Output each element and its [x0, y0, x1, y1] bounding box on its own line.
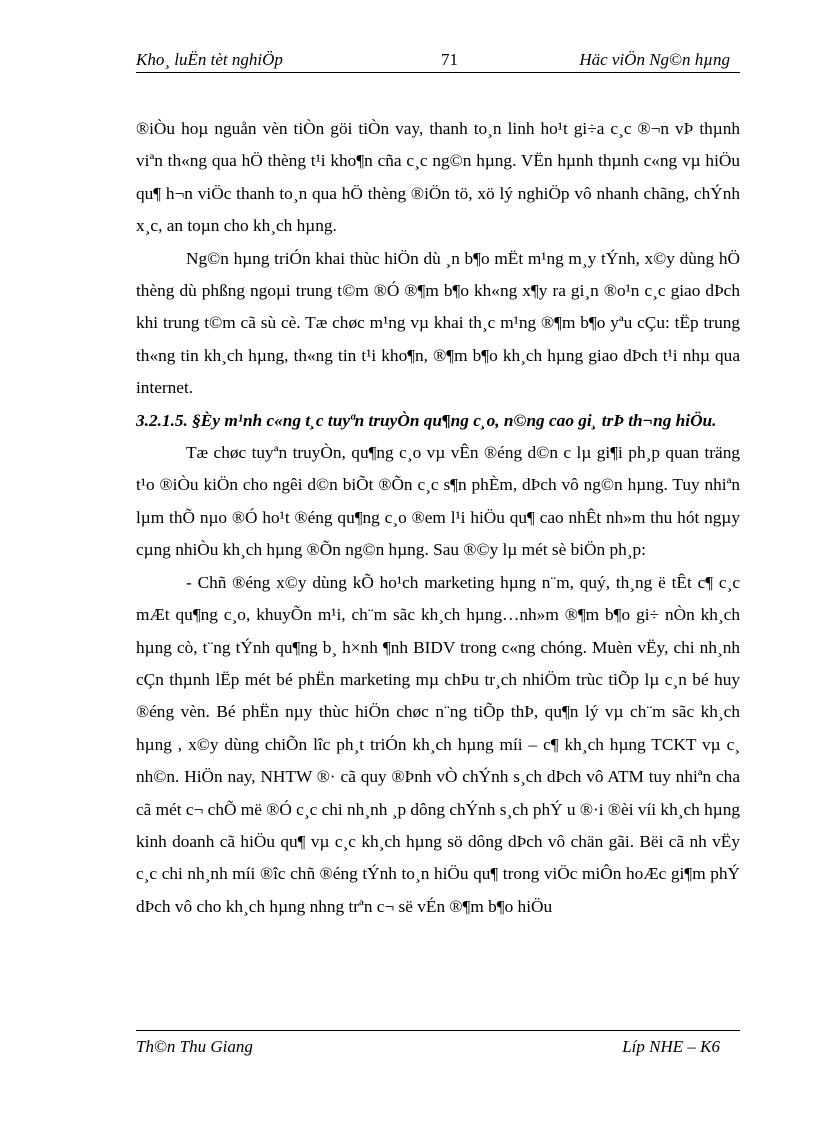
paragraph-3: Tæ chøc tuyªn truyÒn, qu¶ng c¸o vµ vÊn ®éng d©n c lµ gi¶i ph¸p quan träng t¹o ®iÒu kiÖn cho ngêi d©n biÕt ®Õn c¸c s¶n phÈm, dÞch vô ng©n hµng. Tuy nhiªn lµm thÕ nµo ®Ó ho¹t ®éng qu¶ng c¸o ®em l¹i hiÖu qu¶ cao nhÊt nh»m thu hót ngµy cµng nhiÒu kh¸ch hµng ®Õn ng©n hµng. Sau ®©y lµ mét sè biÖn ph¸p: [136, 443, 740, 560]
footer-class: Líp NHE – K6 [622, 1037, 720, 1056]
paragraph-2: Ng©n hµng triÓn khai thùc hiÖn dù ¸n b¶o mËt m¹ng m¸y tÝnh, x©y dùng hÖ thèng dù phßng ngoµi trung t©m ®Ó ®¶m b¶o kh«ng x¶y ra gi¸n ®o¹n c¸c giao dÞch khi trung t©m cã sù cè. Tæ chøc m¹ng vµ khai th¸c m¹ng ®¶m b¶o yªu cÇu: tËp trung th«ng tin kh¸ch hµng, th«ng tin t¹i kho¶n, ®¶m b¶o kh¸ch hµng giao dÞch t¹i nhµ qua internet. [136, 248, 740, 398]
section-heading: 3.2.1.5. §Èy m¹nh c«ng t¸c tuyªn truyÒn qu¶ng c¸o, n©ng cao gi¸ trÞ th¬ng hiÖu. [136, 410, 717, 430]
page-header [136, 50, 740, 73]
footer-author: Th©n Thu Giang [136, 1037, 253, 1056]
paragraph-1: ®iÒu hoµ nguån vèn tiÒn göi tiÒn vay, thanh to¸n linh ho¹t gi÷a c¸c ®¬n vÞ thµnh viªn th«ng qua hÖ thèng t¹i kho¶n cña c¸c ng©n hµng. VËn hµnh thµnh c«ng vµ hiÖu qu¶ h¬n viÖc thanh to¸n qua hÖ thèng ®iÖn tö, xö lý nghiÖp vô nhanh chãng, chÝnh x¸c, an toµn cho kh¸ch hµng. [136, 119, 740, 236]
page-footer [136, 1030, 740, 1055]
page-body [136, 113, 740, 923]
header-page-number: 71 [441, 50, 458, 69]
header-institution: Häc viÖn Ng©n hµng [579, 50, 730, 69]
header-thesis-label: Kho¸ luËn tèt nghiÖp [136, 50, 283, 69]
paragraph-4: - Chñ ®éng x©y dùng kÕ ho¹ch marketing hµng n¨m, quý, th¸ng ë tÊt c¶ c¸c mÆt qu¶ng c¸o, khuyÕn m¹i, ch¨m sãc kh¸ch hµng…nh»m ®¶m b¶o gi÷ nÒn kh¸ch hµng cò, t¨ng tÝnh qu¶ng b¸ h×nh ¶nh BIDV trong c«ng chóng. Muèn vËy, chi nh¸nh cÇn thµnh lËp mét bé phËn marketing mµ chÞu tr¸ch nhiÖm trùc tiÕp lµ c¸n bé huy ®éng vèn. Bé phËn nµy thùc hiÖn chøc n¨ng tiÕp thÞ, qu¶n lý vµ ch¨m sãc kh¸ch hµng , x©y dùng chiÕn lîc ph¸t triÓn kh¸ch hµng míi – c¶ kh¸ch hµng TCKT vµ c¸ nh©n. HiÖn nay, NHTW ®· cã quy ®Þnh vÒ chÝnh s¸ch dÞch vô ATM tuy nhiªn cha cã mét c¬ chÕ më ®Ó c¸c chi nh¸nh ¸p dông chÝnh s¸ch phÝ u ®·i ®èi víi kh¸ch hµng kinh doanh cã hiÖu qu¶ vµ c¸c kh¸ch hµng sö dông dÞch vô chän gãi. Bëi cã nh vËy c¸c chi nh¸nh míi ®îc chñ ®éng tÝnh to¸n hiÖu qu¶ trong viÖc miÔn hoÆc gi¶m phÝ dÞch vô cho kh¸ch hµng nhng trªn c¬ së vÉn ®¶m b¶o hiÖu [136, 572, 740, 916]
